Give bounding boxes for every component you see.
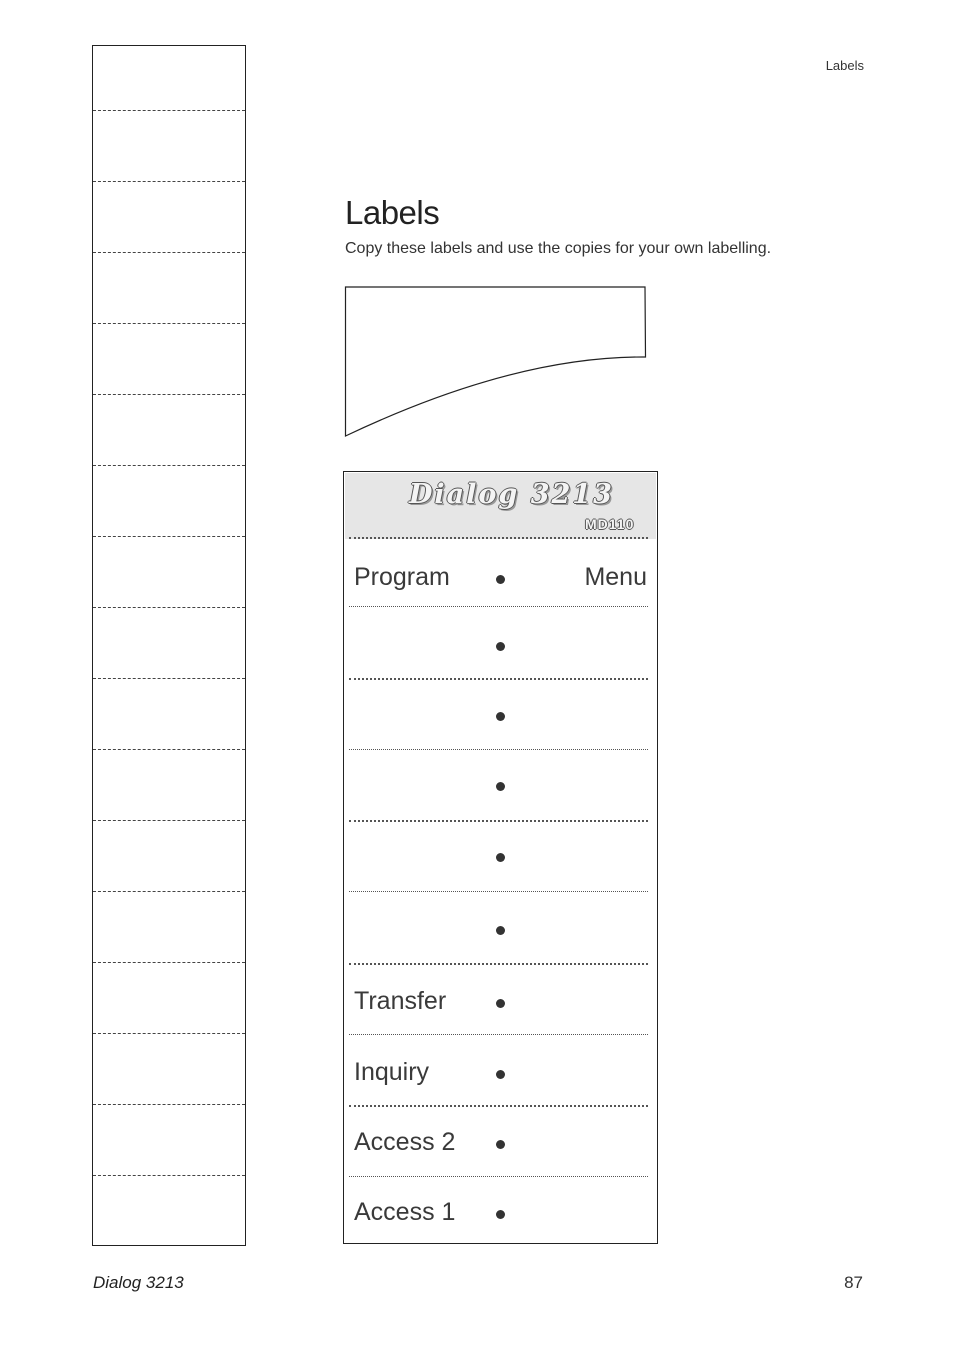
strip-cut-line [93, 1175, 245, 1176]
label-divider [349, 606, 648, 607]
label-divider [349, 537, 648, 539]
strip-cut-line [93, 1033, 245, 1034]
label-row [344, 557, 657, 597]
bullet-dot-icon [496, 853, 505, 862]
strip-cut-line [93, 678, 245, 679]
label-row [344, 1192, 657, 1232]
label-row-right-text: Menu [584, 563, 647, 591]
footer-product: Dialog 3213 [93, 1273, 184, 1292]
label-cutout-shape [344, 286, 648, 438]
label-row [344, 908, 657, 948]
strip-cut-line [93, 536, 245, 537]
label-row [344, 764, 657, 804]
label-divider [349, 891, 648, 892]
label-row-text: Access 2 [354, 1128, 456, 1156]
bullet-dot-icon [496, 1140, 505, 1149]
label-row [344, 1122, 657, 1162]
bullet-dot-icon [496, 575, 505, 584]
dialog-label-card [343, 471, 658, 1244]
bullet-dot-icon [496, 1210, 505, 1219]
label-row-text: Inquiry [354, 1058, 430, 1086]
strip-cut-line [93, 110, 245, 111]
label-header [345, 473, 656, 539]
label-row [344, 624, 657, 664]
page-number: 87 [844, 1273, 863, 1292]
label-row-text: Program [354, 563, 450, 591]
strip-cut-line [93, 962, 245, 963]
label-row [344, 694, 657, 734]
label-divider [349, 963, 648, 965]
label-divider [349, 1176, 648, 1177]
label-divider [349, 678, 648, 680]
bullet-dot-icon [496, 642, 505, 651]
bullet-dot-icon [496, 926, 505, 935]
label-model-name: Dialog 3213 [409, 479, 614, 510]
page-subtitle: Copy these labels and use the copies for your own labelling. [345, 240, 772, 257]
label-row-text: Transfer [354, 987, 447, 1015]
blank-label-strip [92, 45, 246, 1246]
strip-cut-line [93, 1104, 245, 1105]
strip-cut-line [93, 749, 245, 750]
bullet-dot-icon [496, 712, 505, 721]
label-system-name: MD110 [585, 516, 635, 532]
label-divider [349, 820, 648, 822]
page-title: Labels [345, 194, 440, 231]
label-row-text: Access 1 [354, 1198, 456, 1226]
strip-cut-line [93, 252, 245, 253]
strip-cut-line [93, 465, 245, 466]
label-row [344, 1052, 657, 1092]
label-divider [349, 1105, 648, 1107]
label-divider [349, 1034, 648, 1035]
strip-cut-line [93, 323, 245, 324]
label-row [344, 835, 657, 875]
bullet-dot-icon [496, 999, 505, 1008]
strip-cut-line [93, 394, 245, 395]
label-divider [349, 749, 648, 750]
strip-cut-line [93, 607, 245, 608]
running-header: Labels [825, 58, 864, 73]
strip-cut-line [93, 820, 245, 821]
bullet-dot-icon [496, 1070, 505, 1079]
strip-cut-line [93, 891, 245, 892]
strip-cut-line [93, 181, 245, 182]
bullet-dot-icon [496, 782, 505, 791]
label-row [344, 981, 657, 1021]
